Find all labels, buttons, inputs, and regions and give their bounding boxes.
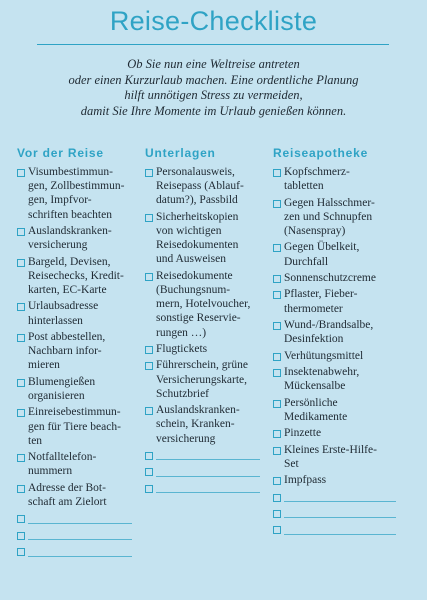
checklist-item-text: und Ausweisen <box>156 253 226 266</box>
checklist-item-text: nummern <box>28 465 73 478</box>
checklist-item[interactable] <box>273 196 398 239</box>
checklist-item-text: schein, Kranken- <box>156 418 235 431</box>
checkbox-icon[interactable] <box>145 407 153 415</box>
checklist-item-text: sonstige Reservie- <box>156 312 241 325</box>
checkbox-icon[interactable] <box>17 169 25 177</box>
checkbox-icon[interactable] <box>17 454 25 462</box>
checklist-item-text: Urlaubsadresse <box>28 300 99 313</box>
checklist-item[interactable] <box>273 365 398 393</box>
checklist-item-text: Versicherungskarte, <box>156 373 248 386</box>
blank-checklist-item[interactable] <box>273 506 398 520</box>
column-reiseapotheke <box>273 146 398 539</box>
intro-line: damit Sie Ihre Momente im Urlaub genießen können. <box>80 103 347 118</box>
checklist-item-text: zen und Schnupfen <box>284 210 373 223</box>
checkbox-icon[interactable] <box>273 494 281 502</box>
checklist-item[interactable] <box>145 358 262 401</box>
checklist-item-text: Einreisebestimmun- <box>28 406 121 419</box>
write-in-line[interactable] <box>28 523 132 524</box>
checklist-item[interactable] <box>17 330 134 373</box>
checkbox-icon[interactable] <box>145 452 153 460</box>
checklist-item-text: tabletten <box>284 180 324 193</box>
checklist-item-text: Flugtickets <box>156 343 208 355</box>
checklist-item-text: von wichtigen <box>156 225 222 237</box>
title-divider <box>37 44 389 45</box>
checklist-item-text: Insektenabwehr, <box>284 365 360 378</box>
checklist-item-text: gen, Zollbestimmun- <box>28 180 125 193</box>
checkbox-icon[interactable] <box>273 244 281 252</box>
checklist-item-text: Pflaster, Fieber- <box>284 288 358 301</box>
checklist-item-text: Gegen Halsschmer- <box>284 196 375 209</box>
checklist-item[interactable] <box>17 224 134 252</box>
checkbox-icon[interactable] <box>17 532 25 540</box>
blank-checklist-item[interactable] <box>17 511 134 525</box>
checklist-item-text: schaft am Zielort <box>28 495 107 508</box>
checklist-item-text: gen, Impfvor- <box>28 194 92 207</box>
checklist-item-text: Post abbestellen, <box>28 330 106 343</box>
checklist-item-text: Persönliche <box>284 396 338 409</box>
checklist-item-text: Reisedokumente <box>156 269 233 282</box>
checklist-item-text: rungen …) <box>156 326 207 339</box>
checkbox-icon[interactable] <box>145 346 153 354</box>
checklist-item-text: Notfalltelefon- <box>28 451 97 464</box>
checklist-item[interactable] <box>145 210 262 267</box>
checklist-item[interactable] <box>273 165 398 193</box>
checkbox-icon[interactable] <box>17 334 25 342</box>
checklist-item[interactable] <box>17 299 134 327</box>
checklist-item-text: Desinfektion <box>284 333 344 346</box>
checkbox-icon[interactable] <box>145 362 153 370</box>
checklist-item[interactable] <box>273 473 398 487</box>
checklist-item[interactable] <box>17 450 134 478</box>
checklist-item[interactable] <box>17 405 134 448</box>
checklist-item-text: Impfpass <box>284 474 327 487</box>
write-in-line[interactable] <box>284 517 396 518</box>
checklist-item-text: Kleines Erste-Hilfe- <box>284 443 377 456</box>
checklist-item-text: Führerschein, grüne <box>156 359 248 372</box>
checklist-item-text: Sonnenschutzcreme <box>284 271 376 284</box>
checklist-item[interactable] <box>145 165 262 208</box>
checklist-item-text: Medikamente <box>284 410 348 423</box>
checklist-item-text: Kopfschmerz- <box>284 166 350 178</box>
checklist-item[interactable] <box>17 165 134 222</box>
checklist-item-text: organisieren <box>28 389 85 402</box>
checkbox-icon[interactable] <box>273 447 281 455</box>
checklist-item-text: datum?), Passbild <box>156 194 238 207</box>
checklist-item[interactable] <box>273 426 398 440</box>
checkbox-icon[interactable] <box>145 214 153 222</box>
checklist-item-text: Nachbarn infor- <box>28 345 102 358</box>
intro-line: Ob Sie nun eine Weltreise antreten <box>127 57 300 71</box>
checklist-item[interactable] <box>273 318 398 346</box>
checklist-item[interactable] <box>17 375 134 403</box>
checkbox-icon[interactable] <box>273 400 281 408</box>
checklist-item-text: Pinzette <box>284 427 322 440</box>
checkbox-icon[interactable] <box>17 409 25 417</box>
checklist-item-text: (Buchungsnum- <box>156 284 231 296</box>
write-in-line[interactable] <box>156 476 260 477</box>
checklist-item-text: ten <box>28 434 43 447</box>
blank-checklist-item[interactable] <box>17 528 134 542</box>
write-in-line[interactable] <box>284 501 396 502</box>
checkbox-icon[interactable] <box>273 369 281 377</box>
checkbox-icon[interactable] <box>145 485 153 493</box>
checkbox-icon[interactable] <box>17 548 25 556</box>
checklist-item-text: Sicherheitskopien <box>156 210 239 223</box>
intro-line: oder einen Kurzurlaub machen. Eine ordentliche Planung <box>68 72 359 87</box>
checkbox-icon[interactable] <box>273 275 281 283</box>
write-in-line[interactable] <box>28 556 132 557</box>
column-unterlagen <box>145 146 262 497</box>
checkbox-icon[interactable] <box>17 259 25 267</box>
checklist-item-text: Set <box>284 457 299 470</box>
checkbox-icon[interactable] <box>273 526 281 534</box>
checklist-item-text: mieren <box>28 359 60 372</box>
checkbox-icon[interactable] <box>273 510 281 518</box>
checklist-item[interactable] <box>273 287 398 315</box>
blank-checklist-item[interactable] <box>273 522 398 536</box>
checkbox-icon[interactable] <box>273 353 281 361</box>
checklist-item-text: mern, Hotelvoucher, <box>156 298 251 311</box>
blank-checklist-item[interactable] <box>273 490 398 504</box>
checklist-item-text: gen für Tiere beach- <box>28 420 121 433</box>
checklist-item-text: Reisedokumenten <box>156 239 239 252</box>
checklist-item-text: hinterlassen <box>28 314 83 327</box>
checklist-item[interactable] <box>145 403 262 446</box>
checkbox-icon[interactable] <box>145 273 153 281</box>
write-in-line[interactable] <box>28 539 132 540</box>
checklist-item-text: karten, EC-Karte <box>28 284 107 296</box>
checkbox-icon[interactable] <box>273 169 281 177</box>
checkbox-icon[interactable] <box>17 228 25 236</box>
checklist-item[interactable] <box>273 240 398 268</box>
checkbox-icon[interactable] <box>273 430 281 438</box>
checklist-item[interactable] <box>273 271 398 285</box>
checkbox-icon[interactable] <box>17 303 25 311</box>
checklist-item[interactable] <box>273 443 398 471</box>
checklist-item-text: Durchfall <box>284 255 329 268</box>
checklist-item-text: Adresse der Bot- <box>28 481 106 494</box>
column-heading: Unterlagen <box>145 146 216 160</box>
write-in-line[interactable] <box>156 459 260 460</box>
column-heading: Reiseapotheke <box>273 146 369 160</box>
checklist-item-text: Visumbestimmun- <box>28 166 113 178</box>
checklist-item-text: Auslandskranken- <box>28 225 112 237</box>
checklist-item-text: thermometer <box>284 302 343 315</box>
checklist-item[interactable] <box>273 396 398 424</box>
blank-checklist-item[interactable] <box>17 544 134 558</box>
column-heading: Vor der Reise <box>17 146 104 160</box>
checkbox-icon[interactable] <box>273 291 281 299</box>
checkbox-icon[interactable] <box>273 200 281 208</box>
checklist-item-text: Mückensalbe <box>284 380 346 393</box>
checkbox-icon[interactable] <box>17 485 25 493</box>
blank-checklist-item[interactable] <box>145 481 262 495</box>
checkbox-icon[interactable] <box>273 322 281 330</box>
checklist-item-text: versicherung <box>156 432 216 445</box>
checkbox-icon[interactable] <box>17 515 25 523</box>
checklist-item-text: Personalausweis, <box>156 166 235 178</box>
checkbox-icon[interactable] <box>145 169 153 177</box>
checklist-item-text: Wund-/Brandsalbe, <box>284 318 374 331</box>
page-title: Reise-Checkliste <box>109 6 318 36</box>
write-in-line[interactable] <box>284 534 396 535</box>
checklist-item-text: (Nasenspray) <box>284 225 346 237</box>
checkbox-icon[interactable] <box>145 468 153 476</box>
checklist-item[interactable] <box>145 342 262 356</box>
intro-line: hilft unnötigen Stress zu vermeiden, <box>124 88 303 102</box>
checklist-item-text: Blumengießen <box>28 375 96 388</box>
blank-checklist-item[interactable] <box>145 448 262 462</box>
write-in-line[interactable] <box>156 492 260 493</box>
checklist-item-text: Reisechecks, Kredit- <box>28 269 124 282</box>
checkbox-icon[interactable] <box>273 477 281 485</box>
checklist-item[interactable] <box>17 255 134 298</box>
checklist-item-text: Gegen Übelkeit, <box>284 241 360 254</box>
checklist-item-text: Bargeld, Devisen, <box>28 255 111 268</box>
checklist-item-text: Schutzbrief <box>156 387 210 400</box>
checklist-item[interactable] <box>145 269 262 340</box>
checkbox-icon[interactable] <box>17 379 25 387</box>
checklist-item[interactable] <box>273 349 398 363</box>
checklist-item-text: Verhütungsmittel <box>284 349 364 362</box>
checklist-item-text: versicherung <box>28 239 88 252</box>
checklist-item[interactable] <box>17 481 134 509</box>
checklist-item-text: Reisepass (Ablauf- <box>156 180 244 193</box>
checklist-item-text: schriften beachten <box>28 208 112 221</box>
blank-checklist-item[interactable] <box>145 464 262 478</box>
column-vor-der-reise <box>17 146 134 561</box>
intro-text <box>20 57 407 119</box>
checklist-item-text: Auslandskranken- <box>156 404 240 417</box>
